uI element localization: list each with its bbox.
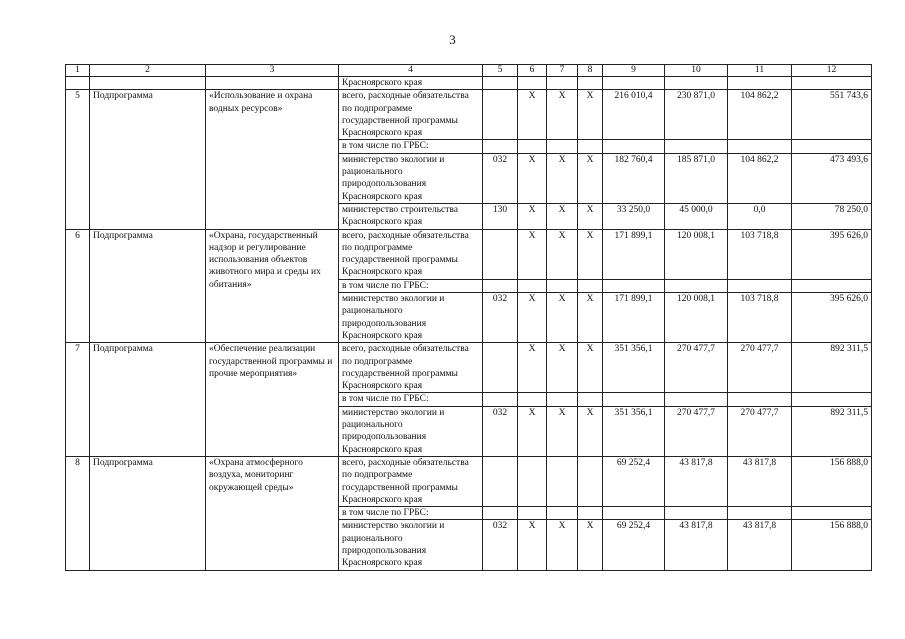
cell-x: X <box>547 229 578 279</box>
cell-amount: 120 008,1 <box>665 293 728 343</box>
cell-x: X <box>578 343 603 393</box>
cell-amount: 473 493,6 <box>792 153 872 203</box>
cell-x: X <box>578 406 603 456</box>
column-header: 4 <box>339 65 483 77</box>
cell-description: министерство экологии и рационального природопользования Красноярского края <box>339 153 483 203</box>
table-row <box>66 343 872 393</box>
cell-amount: 892 311,5 <box>792 406 872 456</box>
cell-grbs: 130 <box>483 203 518 229</box>
cell-amount: 78 250,0 <box>792 203 872 229</box>
column-header: 10 <box>665 65 728 77</box>
cell-amount: 270 477,7 <box>665 343 728 393</box>
cell-x: X <box>518 153 547 203</box>
column-header: 9 <box>603 65 665 77</box>
column-header: 6 <box>518 65 547 77</box>
cell-amount: 104 862,2 <box>728 90 792 140</box>
cell-amount: 270 477,7 <box>728 406 792 456</box>
cell-description: в том числе по ГРБС: <box>339 507 483 520</box>
cell-x: X <box>578 203 603 229</box>
cell-type: Подпрограмма <box>90 456 206 570</box>
cell-amount: 104 862,2 <box>728 153 792 203</box>
cell-subprogram-name: «Обеспечение реализации государственной программы и прочие мероприятия» <box>206 343 339 457</box>
cell-amount: 43 817,8 <box>728 456 792 506</box>
cell-amount: 395 626,0 <box>792 229 872 279</box>
cell-x: X <box>518 343 547 393</box>
cell-type: Подпрограмма <box>90 343 206 457</box>
cell-x: X <box>547 406 578 456</box>
column-header: 8 <box>578 65 603 77</box>
cell-x: X <box>518 293 547 343</box>
table-row <box>66 77 872 90</box>
cell-description: всего, расходные обязательства по подпрограмме государственной программы Красноярского края <box>339 229 483 279</box>
cell-x: X <box>547 293 578 343</box>
cell-amount: 182 760,4 <box>603 153 665 203</box>
budget-table <box>65 64 872 571</box>
cell-x: X <box>547 90 578 140</box>
table-row <box>66 90 872 140</box>
cell-amount: 103 718,8 <box>728 293 792 343</box>
cell-x: X <box>578 520 603 570</box>
cell-amount: 45 000,0 <box>665 203 728 229</box>
cell-grbs: 032 <box>483 520 518 570</box>
cell-subprogram-name: «Охрана, государственный надзор и регулирование использования объектов животного мира и среды их обитания» <box>206 229 339 343</box>
cell-x: X <box>547 343 578 393</box>
cell-grbs <box>483 229 518 279</box>
cell-amount: 120 008,1 <box>665 229 728 279</box>
cell-grbs <box>483 90 518 140</box>
cell-amount: 69 252,4 <box>603 456 665 506</box>
cell-description: Красноярского края <box>339 77 483 90</box>
cell-amount: 156 888,0 <box>792 520 872 570</box>
cell-amount: 69 252,4 <box>603 520 665 570</box>
cell-description: в том числе по ГРБС: <box>339 393 483 406</box>
cell-grbs: 032 <box>483 293 518 343</box>
cell-amount: 43 817,8 <box>665 520 728 570</box>
cell-amount: 103 718,8 <box>728 229 792 279</box>
cell-x: X <box>578 293 603 343</box>
cell-x: X <box>518 90 547 140</box>
column-header: 1 <box>66 65 90 77</box>
cell-x: X <box>518 406 547 456</box>
cell-amount: 0,0 <box>728 203 792 229</box>
cell-number: 6 <box>66 229 90 343</box>
cell-x: X <box>578 229 603 279</box>
cell-amount: 351 356,1 <box>603 406 665 456</box>
cell-amount: 270 477,7 <box>665 406 728 456</box>
header-row <box>66 65 872 77</box>
cell-amount: 892 311,5 <box>792 343 872 393</box>
cell-x: X <box>578 153 603 203</box>
cell-amount: 43 817,8 <box>728 520 792 570</box>
cell-amount: 43 817,8 <box>665 456 728 506</box>
table-row <box>66 229 872 279</box>
cell-grbs <box>483 456 518 506</box>
cell-description: всего, расходные обязательства по подпрограмме государственной программы Красноярского края <box>339 456 483 506</box>
cell-x: X <box>518 203 547 229</box>
cell-type: Подпрограмма <box>90 229 206 343</box>
cell-amount: 185 871,0 <box>665 153 728 203</box>
column-header: 3 <box>206 65 339 77</box>
column-header: 11 <box>728 65 792 77</box>
cell-x: X <box>518 520 547 570</box>
cell-description: министерство экологии и рационального природопользования Красноярского края <box>339 406 483 456</box>
column-header: 2 <box>90 65 206 77</box>
column-header: 5 <box>483 65 518 77</box>
cell-description: министерство экологии и рационального природопользования Красноярского края <box>339 520 483 570</box>
cell-grbs <box>483 343 518 393</box>
column-header: 7 <box>547 65 578 77</box>
cell-x <box>518 456 547 506</box>
cell-x: X <box>547 153 578 203</box>
cell-description: министерство экологии и рационального природопользования Красноярского края <box>339 293 483 343</box>
cell-amount: 216 010,4 <box>603 90 665 140</box>
cell-amount: 270 477,7 <box>728 343 792 393</box>
cell-amount: 171 899,1 <box>603 293 665 343</box>
cell-number: 5 <box>66 90 90 229</box>
cell-amount: 171 899,1 <box>603 229 665 279</box>
cell-amount: 156 888,0 <box>792 456 872 506</box>
cell-x: X <box>547 520 578 570</box>
page-number: 3 <box>449 32 456 47</box>
cell-x: X <box>578 90 603 140</box>
cell-grbs: 032 <box>483 406 518 456</box>
cell-number: 7 <box>66 343 90 457</box>
cell-type: Подпрограмма <box>90 90 206 229</box>
cell-x <box>578 456 603 506</box>
cell-description: в том числе по ГРБС: <box>339 140 483 153</box>
cell-amount: 33 250,0 <box>603 203 665 229</box>
cell-amount: 230 871,0 <box>665 90 728 140</box>
cell-subprogram-name: «Охрана атмосферного воздуха, мониторинг окружающей среды» <box>206 456 339 570</box>
column-header: 12 <box>792 65 872 77</box>
cell-amount: 395 626,0 <box>792 293 872 343</box>
cell-x: X <box>547 203 578 229</box>
cell-subprogram-name: «Использование и охрана водных ресурсов» <box>206 90 339 229</box>
cell-description: министерство строительства Красноярского края <box>339 203 483 229</box>
cell-amount: 551 743,6 <box>792 90 872 140</box>
cell-x <box>547 456 578 506</box>
cell-description: всего, расходные обязательства по подпрограмме государственной программы Красноярского края <box>339 90 483 140</box>
cell-description: в том числе по ГРБС: <box>339 279 483 292</box>
cell-x: X <box>518 229 547 279</box>
cell-description: всего, расходные обязательства по подпрограмме государственной программы Красноярского края <box>339 343 483 393</box>
cell-number: 8 <box>66 456 90 570</box>
table-row <box>66 456 872 506</box>
cell-amount: 351 356,1 <box>603 343 665 393</box>
cell-grbs: 032 <box>483 153 518 203</box>
